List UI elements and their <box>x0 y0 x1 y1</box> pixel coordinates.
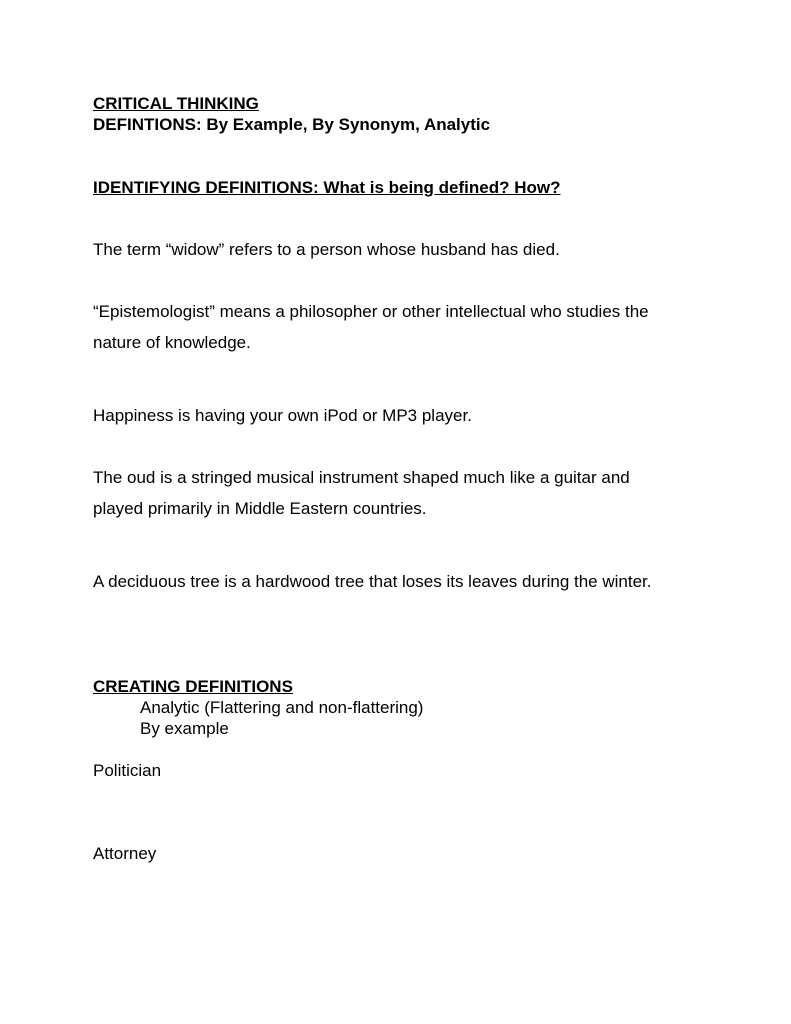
creating-subitem-by-example: By example <box>140 719 229 738</box>
definition-item-deciduous-tree: A deciduous tree is a hardwood tree that loses its leaves during the winter. <box>93 572 652 591</box>
definition-item-happiness: Happiness is having your own iPod or MP3 player. <box>93 406 472 425</box>
term-attorney: Attorney <box>93 844 157 863</box>
definition-item-widow: The term “widow” refers to a person whose husband has died. <box>93 240 560 259</box>
creating-subitem-analytic: Analytic (Flattering and non-flattering) <box>140 698 424 717</box>
definition-item-epistemologist-line-1: “Epistemologist” means a philosopher or other intellectual who studies the <box>93 302 649 321</box>
definition-item-oud-line-1: The oud is a stringed musical instrument shaped much like a guitar and <box>93 468 630 487</box>
term-politician: Politician <box>93 761 162 780</box>
definition-item-oud-line-2: played primarily in Middle Eastern countries. <box>93 499 427 518</box>
document-title: CRITICAL THINKING <box>93 94 259 113</box>
document-subtitle: DEFINTIONS: By Example, By Synonym, Analytic <box>93 115 491 134</box>
creating-definitions-heading: CREATING DEFINITIONS <box>93 677 293 696</box>
definition-item-epistemologist-line-2: nature of knowledge. <box>93 333 251 352</box>
identifying-definitions-heading: IDENTIFYING DEFINITIONS: What is being defined? How? <box>93 178 561 197</box>
